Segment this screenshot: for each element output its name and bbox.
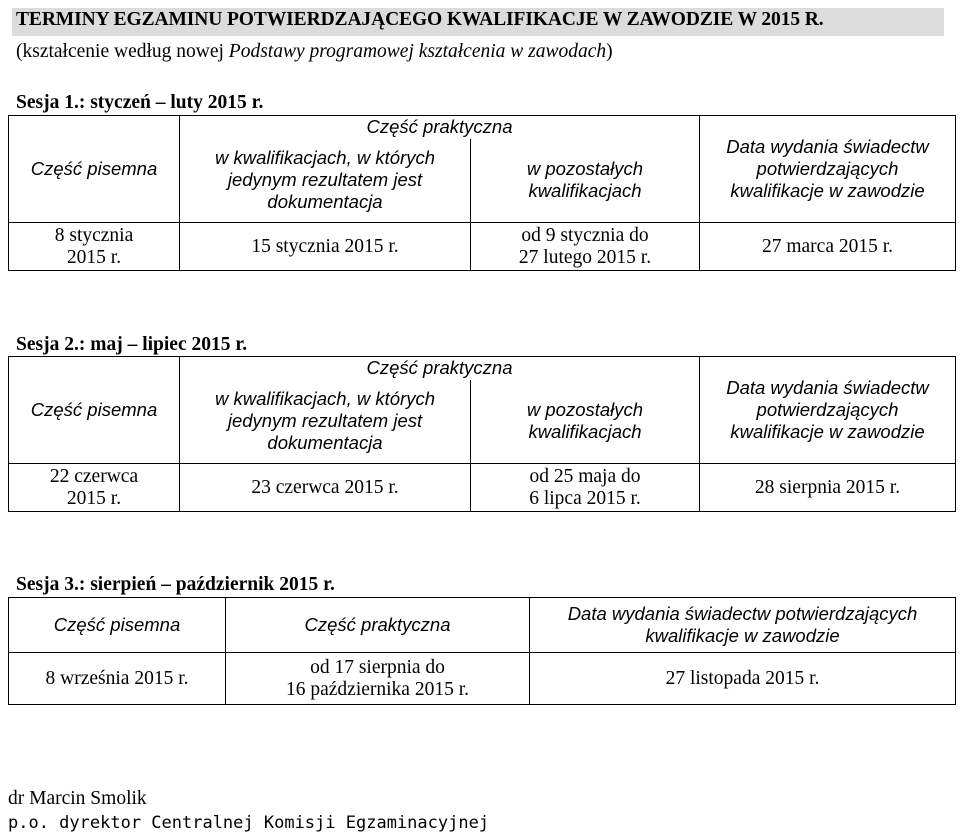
signatory-name: dr Marcin Smolik bbox=[8, 788, 147, 809]
session-2-written-header: Część pisemna bbox=[9, 357, 180, 464]
signatory-role: p.o. dyrektor Centralnej Komisji Egzaminacyjnej bbox=[8, 813, 490, 833]
session-2-written-date: 22 czerwca 2015 r. bbox=[9, 464, 180, 512]
session-2-cert-header: Data wydania świadectw potwierdzających kwalifikacje w zawodzie bbox=[700, 357, 956, 464]
session-2-cert-date: 28 sierpnia 2015 r. bbox=[700, 464, 956, 512]
session-1-written-date: 8 stycznia 2015 r. bbox=[9, 223, 180, 271]
session-1-practical-doc-header: w kwalifikacjach, w których jedynym rezultatem jest dokumentacja bbox=[180, 139, 471, 223]
session-2-label: Sesja 2.: maj – lipiec 2015 r. bbox=[16, 334, 248, 355]
session-3-written-date: 8 września 2015 r. bbox=[9, 653, 226, 705]
session-2-practical-doc-date: 23 czerwca 2015 r. bbox=[180, 464, 471, 512]
session-1-label: Sesja 1.: styczeń – luty 2015 r. bbox=[16, 92, 264, 113]
session-2-practical-doc-header: w kwalifikacjach, w których jedynym rezultatem jest dokumentacja bbox=[180, 380, 471, 464]
page-title: TERMINY EGZAMINU POTWIERDZAJĄCEGO KWALIFIKACJE W ZAWODZIE W 2015 R. bbox=[16, 9, 824, 30]
session-3-table bbox=[8, 597, 956, 705]
session-3-written-header: Część pisemna bbox=[9, 598, 226, 653]
session-2-table bbox=[8, 356, 956, 512]
page-subtitle: (kształcenie według nowej Podstawy programowej kształcenia w zawodach) bbox=[16, 41, 613, 62]
session-3-practical-date: od 17 sierpnia do 16 października 2015 r. bbox=[226, 653, 530, 705]
session-1-cert-header: Data wydania świadectw potwierdzających kwalifikacje w zawodzie bbox=[700, 116, 956, 223]
session-1-practical-header: Część praktyczna bbox=[180, 116, 700, 139]
session-2-practical-other-date: od 25 maja do 6 lipca 2015 r. bbox=[471, 464, 700, 512]
session-2-practical-header: Część praktyczna bbox=[180, 357, 700, 380]
session-1-practical-doc-date: 15 stycznia 2015 r. bbox=[180, 223, 471, 271]
session-2-practical-other-header: w pozostałych kwalifikacjach bbox=[471, 380, 700, 464]
session-3-cert-header: Data wydania świadectw potwierdzających kwalifikacje w zawodzie bbox=[530, 598, 956, 653]
session-1-written-header: Część pisemna bbox=[9, 116, 180, 223]
session-1-practical-other-date: od 9 stycznia do 27 lutego 2015 r. bbox=[471, 223, 700, 271]
session-1-table bbox=[8, 115, 956, 271]
session-3-cert-date: 27 listopada 2015 r. bbox=[530, 653, 956, 705]
session-3-label: Sesja 3.: sierpień – październik 2015 r. bbox=[16, 574, 335, 595]
session-1-practical-other-header: w pozostałych kwalifikacjach bbox=[471, 139, 700, 223]
session-1-cert-date: 27 marca 2015 r. bbox=[700, 223, 956, 271]
session-3-practical-header: Część praktyczna bbox=[226, 598, 530, 653]
